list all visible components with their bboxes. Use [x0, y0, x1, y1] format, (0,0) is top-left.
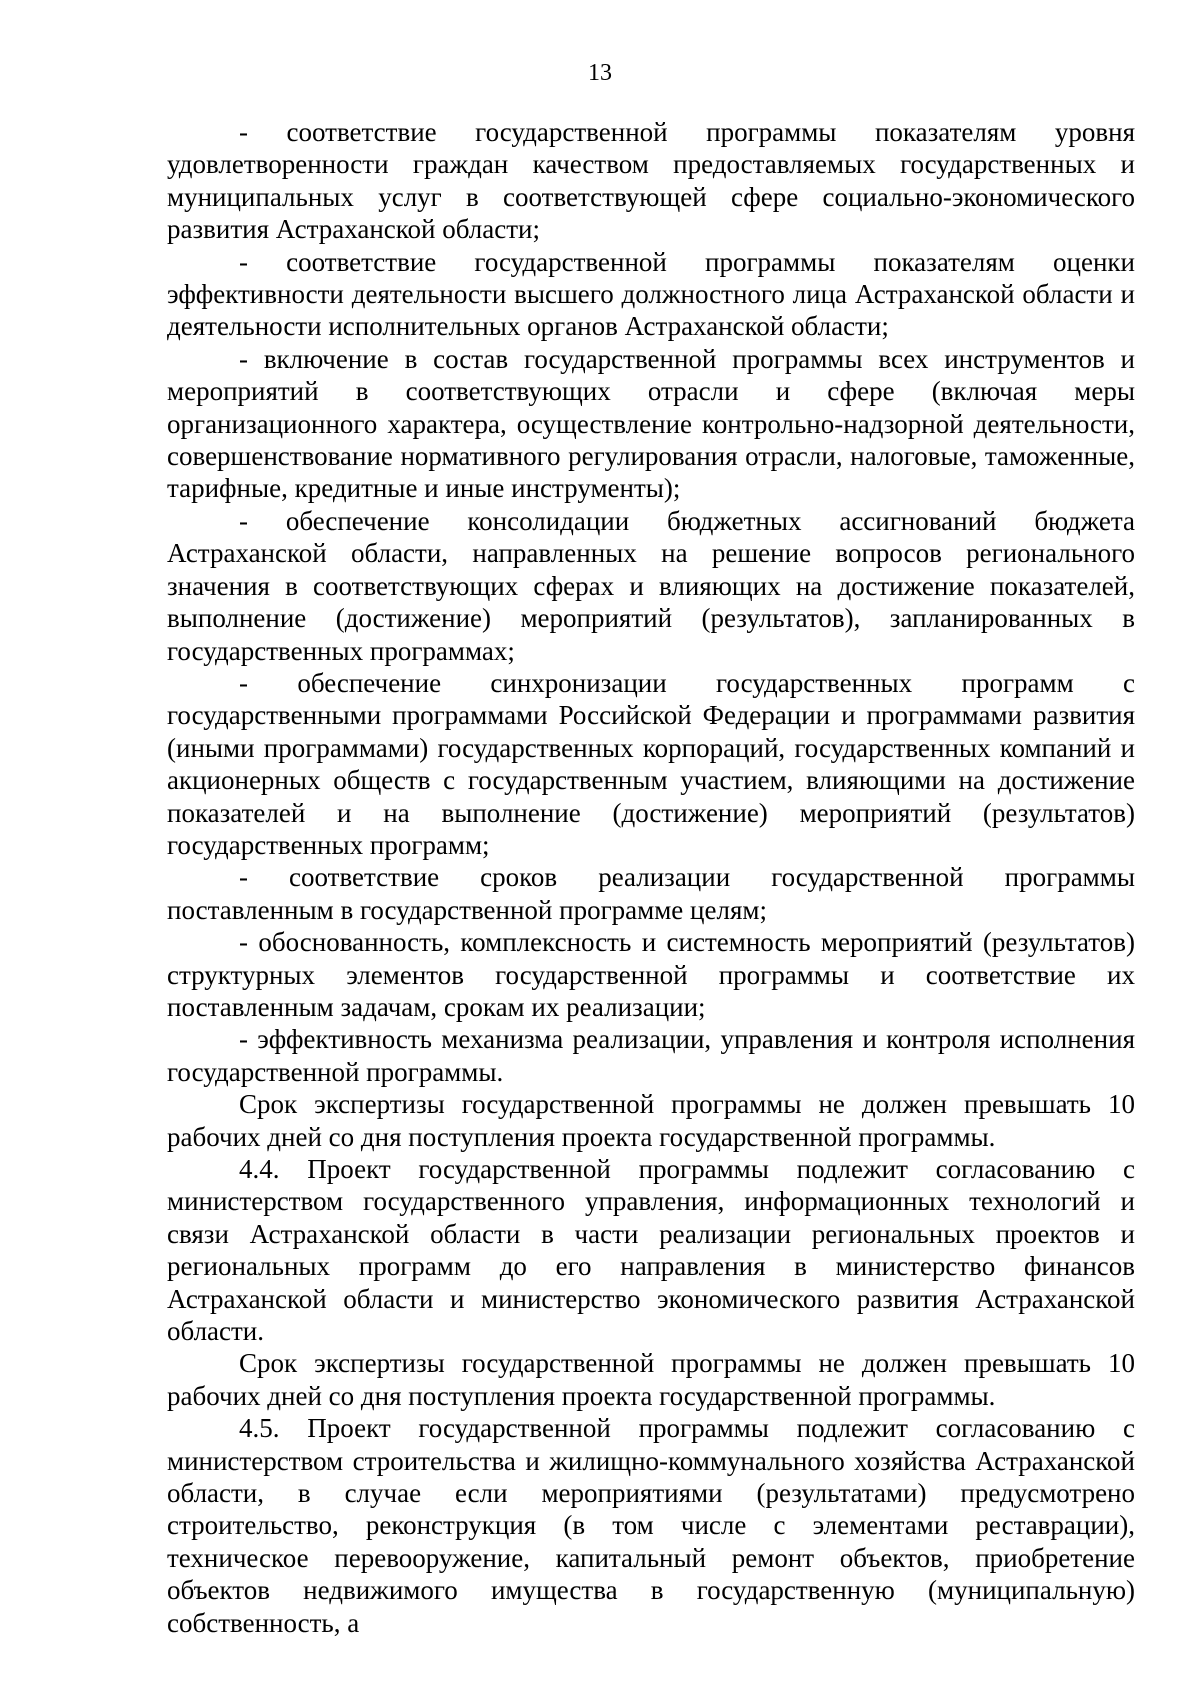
paragraph-clause-4-4: 4.4. Проект государственной программы подлежит согласованию с министерством государственного управления, информационных технологий и связи Астраханской области в части реализации региональных проектов и региональных программ до его направления в министерство финансов Астраханской области и министерство экономического развития Астраханской области. [167, 1154, 1135, 1347]
paragraph-mechanism-efficiency: - эффективность механизма реализации, управления и контроля исполнения государственной программы. [167, 1024, 1135, 1087]
paragraph-program-synchronization: - обеспечение синхронизации государственных программ с государственными программами Российской Федерации и программами развития (иными программами) государственных корпораций, государственных компаний и акционерных обществ с государственным участием, влияющими на достижение показателей и на выполнение (достижение) мероприятий (результатов) государственных программ; [167, 667, 1135, 860]
page-number: 13 [588, 60, 612, 86]
paragraph-efficiency-indicators: - соответствие государственной программы показателям оценки эффективности деятельности высшего должностного лица Астраханской области и деятельности исполнительных органов Астраханской области; [167, 246, 1135, 342]
paragraph-satisfaction-indicators: - соответствие государственной программы показателям уровня удовлетворенности граждан качеством предоставляемых государственных и муниципальных услуг в соответствующей сфере социально-экономического развития Астраханской области; [167, 117, 1135, 245]
paragraph-review-term-2: Срок экспертизы государственной программы не должен превышать 10 рабочих дней со дня поступления проекта государственной программы. [167, 1348, 1135, 1411]
paragraph-measures-validity: - обоснованность, комплексность и системность мероприятий (результатов) структурных элементов государственной программы и соответствие их поставленным задачам, срокам их реализации; [167, 927, 1135, 1022]
document-body [167, 116, 1135, 1639]
paragraph-budget-consolidation: - обеспечение консолидации бюджетных ассигнований бюджета Астраханской области, направленных на решение вопросов регионального значения в соответствующих сферах и влияющих на достижение показателей, выполнение (достижение) мероприятий (результатов), запланированных в государственных программах; [167, 505, 1135, 666]
paragraph-clause-4-5: 4.5. Проект государственной программы подлежит согласованию с министерством строительства и жилищно-коммунального хозяйства Астраханской области, в случае если мероприятиями (результатами) предусмотрено строительство, реконструкция (в том числе с элементами реставрации), техническое перевооружение, капитальный ремонт объектов, приобретение объектов недвижимого имущества в государственную (муниципальную) собственность, а [167, 1413, 1135, 1638]
paragraph-implementation-terms: - соответствие сроков реализации государственной программы поставленным в государственной программе целям; [167, 862, 1135, 925]
paragraph-review-term-1: Срок экспертизы государственной программы не должен превышать 10 рабочих дней со дня поступления проекта государственной программы. [167, 1089, 1135, 1152]
paragraph-instruments-inclusion: - включение в состав государственной программы всех инструментов и мероприятий в соответствующих отрасли и сфере (включая меры организационного характера, осуществление контрольно-надзорной деятельности, совершенствование нормативного регулирования отрасли, налоговые, таможенные, тарифные, кредитные и иные инструменты); [167, 343, 1135, 504]
